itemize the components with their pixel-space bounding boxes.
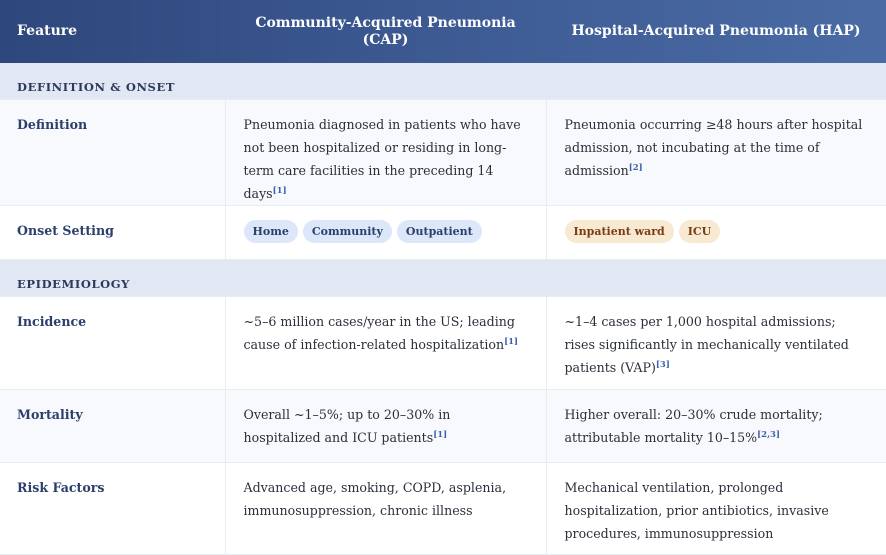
cell-text: ~1–4 cases per 1,000 hospital admissions; rises significantly in mechanically ventilated patients (VAP) xyxy=(564,314,849,375)
tag-icu: ICU xyxy=(679,220,721,243)
row-label: Definition xyxy=(0,100,225,206)
cell-text: Higher overall: 20–30% crude mortality; attributable mortality 10–15% xyxy=(564,407,823,445)
citation-link[interactable]: [1] xyxy=(272,186,287,196)
hap-cell xyxy=(546,390,886,463)
tag-home: Home xyxy=(244,220,298,243)
hap-cell xyxy=(546,100,886,206)
citation-link[interactable]: [1] xyxy=(433,430,448,440)
citation-link[interactable]: [3] xyxy=(655,360,670,370)
table-row xyxy=(0,206,886,260)
table-row xyxy=(0,100,886,206)
cell-text: Pneumonia diagnosed in patients who have not been hospitalized or residing in long-term care facilities in the preceding 14 days xyxy=(243,117,521,201)
cell-text: ~5–6 million cases/year in the US; leading cause of infection-related hospitalization xyxy=(243,314,515,352)
section-row xyxy=(0,260,886,297)
cell-text: Overall ~1–5%; up to 20–30% in hospitalized and ICU patients xyxy=(243,407,451,445)
section-row xyxy=(0,63,886,100)
section-definition-onset: DEFINITION & ONSET xyxy=(0,63,886,100)
header-feature: Feature xyxy=(17,23,78,39)
section-epidemiology: EPIDEMIOLOGY xyxy=(0,260,886,297)
cap-cell xyxy=(225,390,546,463)
cap-cell: Advanced age, smoking, COPD, asplenia, immunosuppression, chronic illness xyxy=(225,463,546,555)
hap-cell xyxy=(546,206,886,260)
citation-link[interactable]: [1] xyxy=(504,337,519,347)
row-label: Risk Factors xyxy=(0,463,225,555)
row-label: Incidence xyxy=(0,297,225,390)
tag-community: Community xyxy=(303,220,392,243)
table-row xyxy=(0,297,886,390)
citation-link[interactable]: [2] xyxy=(628,163,643,173)
cell-text: Pneumonia occurring ≥48 hours after hospital admission, not incubating at the time of admission xyxy=(564,117,863,178)
row-label: Mortality xyxy=(0,390,225,463)
cap-cell xyxy=(225,206,546,260)
header-row xyxy=(0,0,886,63)
row-label: Onset Setting xyxy=(0,206,225,260)
tag-outpatient: Outpatient xyxy=(397,220,482,243)
hap-cell xyxy=(546,297,886,390)
cap-cell xyxy=(225,100,546,206)
table-row xyxy=(0,390,886,463)
header-cap: Community-Acquired Pneumonia (CAP) xyxy=(255,14,516,48)
table-row xyxy=(0,463,886,555)
hap-cell: Mechanical ventilation, prolonged hospitalization, prior antibiotics, invasive procedures, immunosuppression xyxy=(546,463,886,555)
tag-inpatient-ward: Inpatient ward xyxy=(565,220,674,243)
header-hap: Hospital-Acquired Pneumonia (HAP) xyxy=(571,23,861,39)
cap-cell xyxy=(225,297,546,390)
citation-link[interactable]: [2,3] xyxy=(757,430,780,440)
